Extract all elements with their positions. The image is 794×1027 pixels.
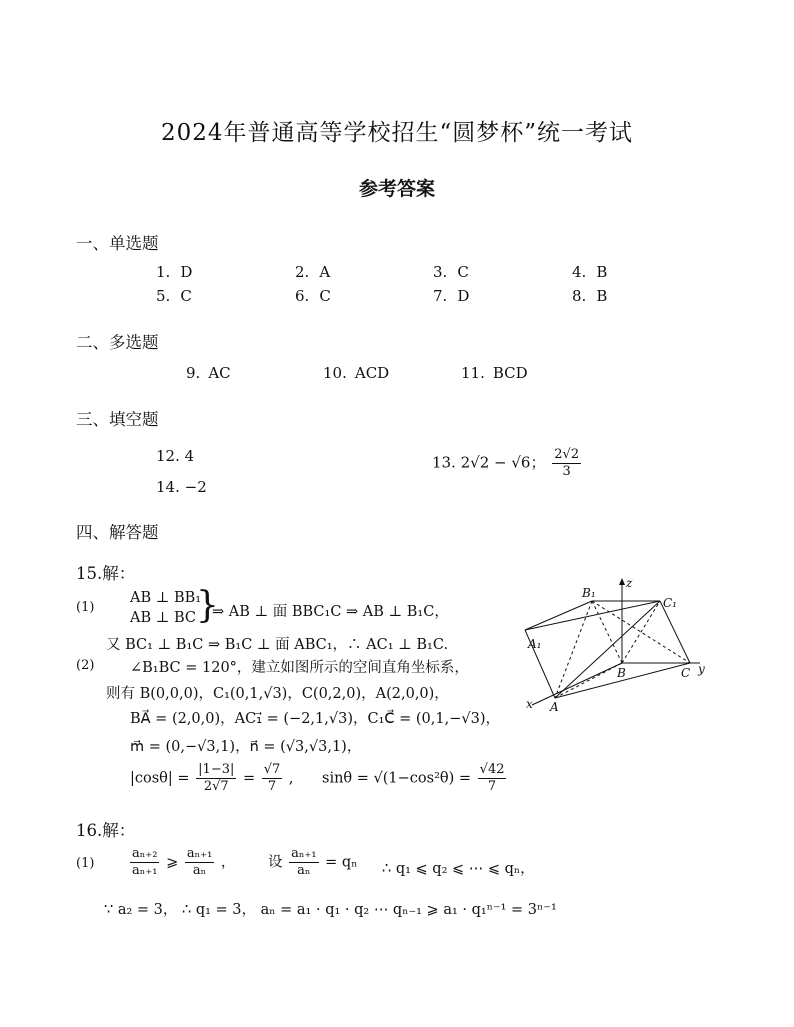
q15-part2-line1: ∠B₁BC = 120°，建立如图所示的空间直角坐标系， <box>130 660 469 676</box>
single-choice-answer <box>433 263 469 281</box>
q15-cond1: AB ⊥ BB₁ <box>130 590 202 606</box>
fraction-numerator: |1−3| <box>198 762 235 777</box>
question-number: 3. <box>433 263 448 281</box>
multi-choice-answer <box>461 364 528 382</box>
single-choice-answer <box>572 287 607 305</box>
single-choice-answer <box>156 287 192 305</box>
question-number: 5. <box>156 287 171 305</box>
cos-result-fraction <box>262 762 283 795</box>
fraction-numerator: aₙ₊₁ <box>186 846 213 861</box>
single-choice-answer <box>156 263 192 281</box>
edge-ac1 <box>555 601 660 698</box>
answer-letter: C <box>180 287 192 305</box>
fraction-numerator: √7 <box>263 762 281 777</box>
q16-frac1 <box>130 846 159 879</box>
q15-heading: 15.解： <box>76 564 136 583</box>
single-choice-answer <box>295 263 330 281</box>
prism-figure <box>520 575 720 715</box>
z-arrow-icon <box>619 578 625 585</box>
answer-13-fraction <box>552 447 581 480</box>
set-word: 设 <box>268 854 283 871</box>
q15-part1-line3: 又 BC₁ ⊥ B₁C ⇒ B₁C ⊥ 面 ABC₁，∴ AC₁ ⊥ B₁C. <box>106 637 449 653</box>
sin-result-fraction <box>478 762 507 795</box>
question-number: 6. <box>295 287 310 305</box>
fraction-denominator: aₙ <box>192 863 207 878</box>
fraction-numerator: 2√2 <box>554 447 580 462</box>
answer-12: 12. 4 <box>156 447 195 465</box>
label-a: A <box>550 700 559 714</box>
q16-frac3 <box>289 846 318 879</box>
q15-part2-label: (2) <box>76 658 95 673</box>
brace: } <box>196 585 219 626</box>
question-number: 9. <box>186 364 201 382</box>
fraction-denominator: aₙ <box>297 863 311 878</box>
label-x: x <box>526 697 533 711</box>
q16-part1-label: (1) <box>76 856 95 871</box>
edge-a1c1 <box>525 601 660 630</box>
edge-ab <box>555 663 622 698</box>
fraction-denominator: 7 <box>267 779 277 794</box>
question-number: 1. <box>156 263 171 281</box>
edge-b1a <box>555 601 592 698</box>
multi-choice-answer <box>323 364 389 382</box>
fraction-denominator: 2√7 <box>203 779 229 794</box>
cos-fraction <box>196 762 236 795</box>
q16-definition <box>268 846 358 879</box>
answer-letters: BCD <box>492 364 528 382</box>
question-number: 2. <box>295 263 310 281</box>
comma: ， <box>220 854 236 871</box>
answer-letter: B <box>596 263 608 281</box>
answer-14: 14. −2 <box>156 478 207 496</box>
single-choice-answer <box>433 287 469 305</box>
q16-line2: ∵ a₂ = 3， ∴ q₁ = 3， aₙ = a₁ · q₁ · q₂ ⋯ qₙ₋₁ ⩾ a₁ · q₁ⁿ⁻¹ = 3ⁿ⁻¹ <box>104 902 557 918</box>
section-fill-blank: 三、填空题 <box>76 410 159 429</box>
q15-part1-label: (1) <box>76 600 95 615</box>
question-number: 11. <box>461 364 485 382</box>
answer-letter: C <box>319 287 331 305</box>
label-b: B <box>617 666 626 680</box>
answer-letters: AC <box>208 364 231 382</box>
single-choice-answer <box>572 263 607 281</box>
answer-letters: ACD <box>354 364 390 382</box>
answer-13-text: 13. 2√2 − √6； <box>432 453 546 472</box>
geq-sign: ⩾ <box>166 854 179 871</box>
answer-13 <box>432 447 583 480</box>
answer-letter: C <box>457 263 469 281</box>
q16-therefore: ∴ q₁ ⩽ q₂ ⩽ ⋯ ⩽ qₙ， <box>382 861 535 877</box>
label-c1: C₁ <box>663 596 677 610</box>
section-multi-choice: 二、多选题 <box>76 333 159 352</box>
label-c: C <box>681 666 691 680</box>
answer-letter: B <box>596 287 608 305</box>
page-title: 2024年普通高等学校招生“圆梦杯”统一考试 <box>160 120 634 146</box>
question-number: 4. <box>572 263 587 281</box>
question-number: 10. <box>323 364 347 382</box>
q15-cond2: AB ⊥ BC <box>130 610 197 626</box>
label-y: y <box>698 662 705 676</box>
cos-lhs: |cosθ| = <box>130 770 190 787</box>
edge-a1b1 <box>525 601 592 630</box>
q15-part2-line2: 则有 B(0,0,0)，C₁(0,1,√3)，C(0,2,0)，A(2,0,0)， <box>106 686 449 702</box>
answer-letter: D <box>457 287 470 305</box>
answer-letter: A <box>319 263 331 281</box>
page-subtitle: 参考答案 <box>358 178 435 200</box>
q15-part2-line3: BA⃗ = (2,0,0)，AC₁⃗ = (−2,1,√3)，C₁C⃗ = (0,1,−√3)， <box>130 711 500 727</box>
label-a1: A₁ <box>528 637 542 651</box>
question-number: 7. <box>433 287 448 305</box>
q16-frac2 <box>185 846 214 879</box>
section-solutions: 四、解答题 <box>76 523 159 542</box>
q15-part1-conclusion: ⇒ AB ⊥ 面 BBC₁C ⇒ AB ⊥ B₁C， <box>212 604 449 620</box>
q16-inequality <box>128 846 235 879</box>
fraction-denominator: aₙ₊₁ <box>132 863 158 878</box>
fraction-denominator: 3 <box>562 464 571 479</box>
fraction-numerator: aₙ₊₂ <box>132 846 158 861</box>
q15-part2-line4: m⃗ = (0,−√3,1)，n⃗ = (√3,√3,1)， <box>130 739 362 755</box>
edge-bc1 <box>622 601 660 663</box>
label-b1: B₁ <box>582 586 596 600</box>
label-z: z <box>626 576 633 590</box>
q16-heading: 16.解： <box>76 821 136 840</box>
fraction-denominator: 7 <box>487 779 497 794</box>
sin-lhs: sinθ = √(1−cos²θ) = <box>322 770 472 787</box>
fraction-numerator: aₙ₊₁ <box>291 846 317 861</box>
fraction-numerator: √42 <box>479 762 505 777</box>
cos-eq: = <box>242 770 256 787</box>
multi-choice-answer <box>186 364 231 382</box>
single-choice-answer <box>295 287 331 305</box>
eq-q: = qₙ <box>325 854 358 871</box>
answer-letter: D <box>180 263 193 281</box>
section-single-choice: 一、单选题 <box>76 234 159 253</box>
q15-cos-formula: |cosθ| = $\frac{|1-3|}{2√7}$ = $\frac{√7}{7}$ , <box>130 762 294 794</box>
q15-sin-formula <box>322 762 508 795</box>
question-number: 8. <box>572 287 587 305</box>
